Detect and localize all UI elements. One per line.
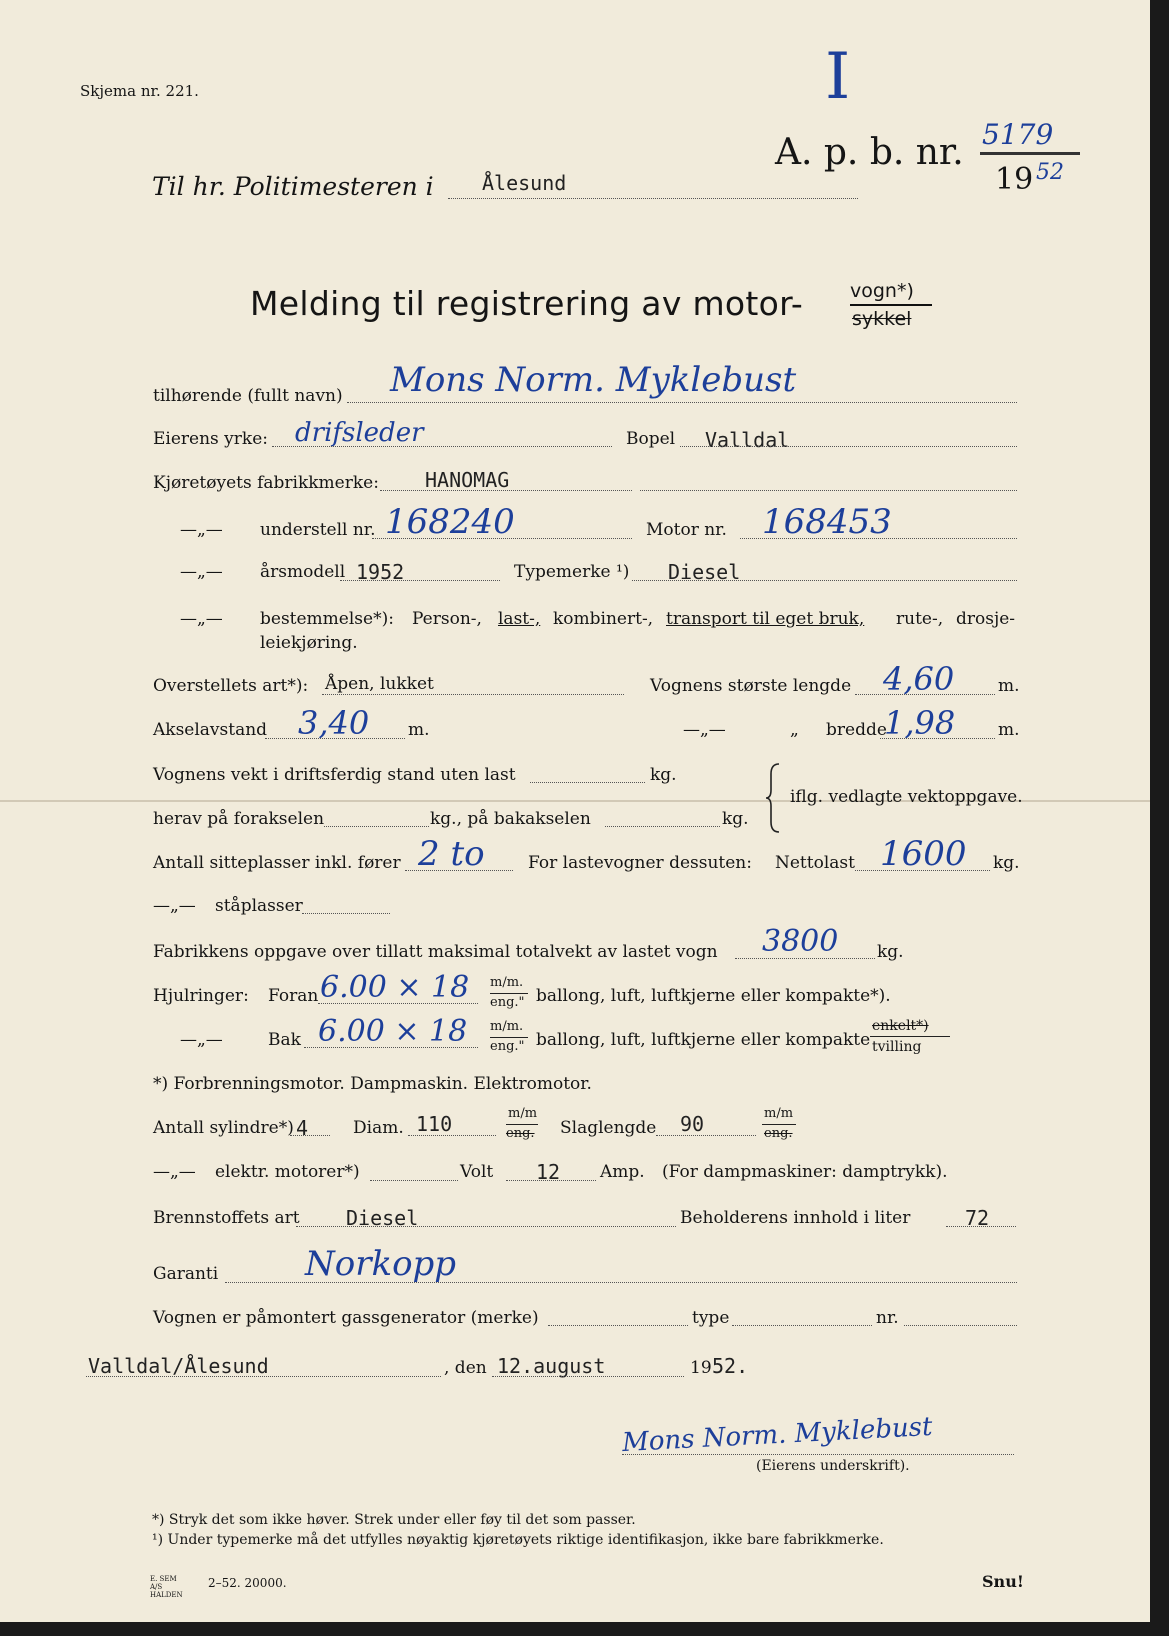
ditto-mark: —„—: [153, 896, 196, 916]
footnote-2: ¹) Under typemerke må det utfylles nøyaktig kjøretøyets riktige identifikasjon, ikke bare fabrikkmerke.: [152, 1532, 884, 1548]
length-line: [855, 694, 995, 695]
front-axle-line: [324, 826, 429, 827]
front-wheel-value: 6.00 × 18: [320, 970, 470, 1005]
volt-value: 12: [536, 1160, 561, 1184]
title-sykkel: sykkel: [852, 308, 912, 330]
wheels-label: Hjulringer:: [153, 986, 249, 1006]
year-line: [340, 580, 500, 581]
fuel-label: Brennstoffets art: [153, 1208, 300, 1228]
year-prefix: 19: [690, 1358, 712, 1378]
gas-no-label: nr.: [876, 1308, 899, 1328]
brace: [765, 762, 783, 834]
axle-unit: m.: [408, 720, 430, 740]
netload-value: 1600: [880, 834, 967, 874]
print-info: 2–52. 20000.: [208, 1576, 287, 1590]
signing-place: Valldal/Ålesund: [88, 1354, 269, 1378]
purpose-kombinert: kombinert-,: [553, 609, 654, 629]
length-value: 4,60: [883, 660, 955, 698]
stroke-mm: m/m: [764, 1106, 794, 1121]
front-wheel-label: Foran: [268, 986, 319, 1006]
volt-line: [506, 1180, 596, 1181]
single-twin-divider: [870, 1036, 950, 1037]
diam-value: 110: [416, 1112, 453, 1136]
owner-name-label: tilhørende (fullt navn): [153, 386, 343, 406]
single-option: enkelt*): [872, 1018, 929, 1034]
tank-label: Beholderens innhold i liter: [680, 1208, 911, 1228]
fuel-value: Diesel: [346, 1206, 419, 1230]
owner-name-line: [347, 402, 1017, 403]
body-line: [322, 694, 624, 695]
motor-label: Motor nr.: [646, 520, 727, 540]
signature-label: (Eierens underskrift).: [756, 1458, 910, 1474]
rear-tyre-text: ballong, luft, luftkjerne eller kompakte: [536, 1030, 871, 1050]
occupation-value: drifsleder: [295, 418, 424, 448]
motor-line: [740, 538, 1017, 539]
guarantee-value: Norkopp: [305, 1244, 457, 1284]
stroke-line: [656, 1135, 756, 1136]
axle-line: [265, 738, 405, 739]
length-label: Vognens største lengde: [650, 676, 852, 696]
fuel-line: [296, 1226, 676, 1227]
standing-label: ståplasser: [215, 896, 303, 916]
tank-value: 72: [965, 1206, 990, 1230]
maxweight-value: 3800: [762, 924, 839, 959]
owner-signature: Mons Norm. Myklebust: [621, 1411, 934, 1459]
truck-label: For lastevogner dessuten:: [528, 853, 752, 873]
length-unit: m.: [998, 676, 1020, 696]
stroke-eng: eng.: [764, 1126, 793, 1141]
rear-wheel-value: 6.00 × 18: [318, 1014, 468, 1049]
cylinders-value: 4: [296, 1116, 309, 1140]
weight-note: iflg. vedlagte vektoppgave.: [790, 787, 1023, 807]
make-label: Kjøretøyets fabrikkmerke:: [153, 473, 379, 493]
netload-unit: kg.: [993, 853, 1020, 873]
weight-label: Vognens vekt i driftsferdig stand uten last: [153, 765, 516, 785]
seats-label: Antall sitteplasser inkl. fører: [153, 853, 401, 873]
recipient-place: Ålesund: [482, 171, 567, 195]
volt-label: Volt: [460, 1162, 494, 1182]
motor-value: 168453: [762, 502, 892, 542]
rear-axle-unit: kg.: [722, 809, 749, 829]
purpose-drosje: drosje-: [956, 609, 1016, 629]
form-title: Melding til registrering av motor-: [250, 284, 804, 323]
seats-value: 2 to: [418, 834, 485, 874]
cylinders-label: Antall sylindre*): [153, 1118, 294, 1138]
guarantee-line: [225, 1282, 1017, 1283]
tank-line: [946, 1226, 1016, 1227]
rear-eng: eng.": [490, 1039, 525, 1054]
occupation-line: [272, 446, 612, 447]
ditto-mark: —„—: [180, 520, 223, 540]
signing-place-line: [86, 1376, 441, 1377]
front-unit-divider: [490, 993, 528, 994]
purpose-label: bestemmelse*):: [260, 609, 394, 629]
residence-label: Bopel: [626, 429, 676, 449]
year-value: 1952: [356, 560, 405, 584]
ditto-mark: —„—: [180, 562, 223, 582]
gas-make-line: [548, 1325, 688, 1326]
rear-unit-divider: [490, 1037, 528, 1038]
front-axle-label: herav på forakselen: [153, 809, 325, 829]
signature-line: [622, 1454, 1014, 1455]
width-value: 1,98: [884, 704, 956, 742]
footnote-1: *) Stryk det som ikke høver. Strek under eller føy til det som passer.: [152, 1512, 636, 1528]
maxweight-unit: kg.: [877, 942, 904, 962]
purpose-person: Person-,: [412, 609, 482, 629]
title-fraction-line: [850, 304, 932, 306]
stroke-unit-divider: [762, 1124, 796, 1125]
rear-axle-label: kg., på bakakselen: [430, 809, 591, 829]
stroke-value: 90: [680, 1112, 705, 1136]
steam-label: (For dampmaskiner: damptrykk).: [662, 1162, 948, 1182]
ap-label: A. p. b. nr.: [775, 132, 964, 173]
diam-eng: eng.: [506, 1126, 535, 1141]
front-wheel-line: [318, 1003, 478, 1004]
rear-wheel-label: Bak: [268, 1030, 301, 1050]
width-quote: „: [790, 720, 799, 740]
recipient-line: [448, 198, 858, 199]
chassis-label: understell nr.: [260, 520, 376, 540]
axle-value: 3,40: [298, 704, 370, 742]
year-label: årsmodell: [260, 562, 346, 582]
ditto-mark: —„—: [180, 1030, 223, 1050]
ap-number: 5179: [982, 118, 1054, 151]
type-value: Diesel: [668, 560, 741, 584]
weight-unit: kg.: [650, 765, 677, 785]
schema-number: Skjema nr. 221.: [80, 82, 199, 100]
chassis-line: [372, 538, 632, 539]
width-unit: m.: [998, 720, 1020, 740]
purpose-line2: leiekjøring.: [260, 633, 358, 653]
width-label: bredde: [826, 720, 887, 740]
make-line-2: [640, 490, 1017, 491]
gas-label: Vognen er påmontert gassgenerator (merke): [153, 1308, 539, 1328]
electric-line: [370, 1180, 458, 1181]
ap-year-prefix: 19: [995, 162, 1034, 197]
chassis-value: 168240: [385, 502, 515, 542]
purpose-last: last-,: [498, 609, 541, 629]
residence-value: Valldal: [705, 428, 790, 452]
owner-name-value: Mons Norm. Myklebust: [390, 360, 797, 400]
gas-type-label: type: [692, 1308, 730, 1328]
ditto-mark: —„—: [153, 1162, 196, 1182]
netload-label: Nettolast: [775, 853, 855, 873]
engine-note: *) Forbrenningsmotor. Dampmaskin. Elektromotor.: [153, 1074, 592, 1094]
body-value: Åpen, lukket: [325, 674, 434, 694]
title-vogn: vogn*): [850, 280, 914, 302]
stroke-label: Slaglengde: [560, 1118, 657, 1138]
maxweight-label: Fabrikkens oppgave over tillatt maksimal totalvekt av lastet vogn: [153, 942, 718, 962]
rear-mm: m/m.: [490, 1019, 524, 1034]
printer-mark: E. SEM A/S HALDEN: [150, 1575, 183, 1599]
make-line: [380, 490, 632, 491]
ap-divider: [980, 152, 1080, 155]
front-mm: m/m.: [490, 975, 524, 990]
signing-date: 12.august: [497, 1354, 606, 1378]
rear-axle-line: [605, 826, 720, 827]
gas-type-line: [732, 1325, 872, 1326]
turn-over-note: Snu!: [982, 1572, 1024, 1591]
width-line: [880, 738, 995, 739]
purpose-transport: transport til eget bruk,: [666, 609, 865, 629]
purpose-rute: rute-,: [896, 609, 944, 629]
diam-line: [408, 1135, 496, 1136]
occupation-label: Eierens yrke:: [153, 429, 268, 449]
axle-label: Akselavstand: [153, 720, 268, 740]
diam-label: Diam.: [353, 1118, 404, 1138]
ditto-mark: —„—: [180, 609, 223, 629]
signing-date-line: [492, 1376, 684, 1377]
width-ditto: —„—: [683, 720, 726, 740]
cylinders-line: [290, 1135, 330, 1136]
residence-line: [680, 446, 1017, 447]
diam-unit-divider: [506, 1124, 538, 1125]
type-line: [632, 580, 1017, 581]
diam-mm: m/m: [508, 1106, 538, 1121]
corner-mark: I: [825, 40, 851, 114]
maxweight-line: [735, 958, 875, 959]
recipient-label: Til hr. Politimesteren i: [152, 172, 434, 201]
electric-label: elektr. motorer*): [215, 1162, 360, 1182]
type-label: Typemerke ¹): [514, 562, 630, 582]
den-label: , den: [444, 1358, 487, 1378]
seats-line: [405, 870, 513, 871]
front-tyre-text: ballong, luft, luftkjerne eller kompakte*).: [536, 986, 891, 1006]
ap-year-suffix: 52: [1036, 160, 1064, 185]
guarantee-label: Garanti: [153, 1264, 219, 1284]
front-eng: eng.": [490, 995, 525, 1010]
netload-line: [855, 870, 990, 871]
make-value: HANOMAG: [425, 468, 510, 492]
gas-no-line: [904, 1325, 1017, 1326]
amp-label: Amp.: [600, 1162, 645, 1182]
standing-line: [302, 913, 390, 914]
body-label: Overstellets art*):: [153, 676, 309, 696]
twin-option: tvilling: [872, 1039, 922, 1055]
signing-year: 52.: [712, 1354, 749, 1378]
rear-wheel-line: [304, 1047, 478, 1048]
weight-line: [530, 782, 645, 783]
